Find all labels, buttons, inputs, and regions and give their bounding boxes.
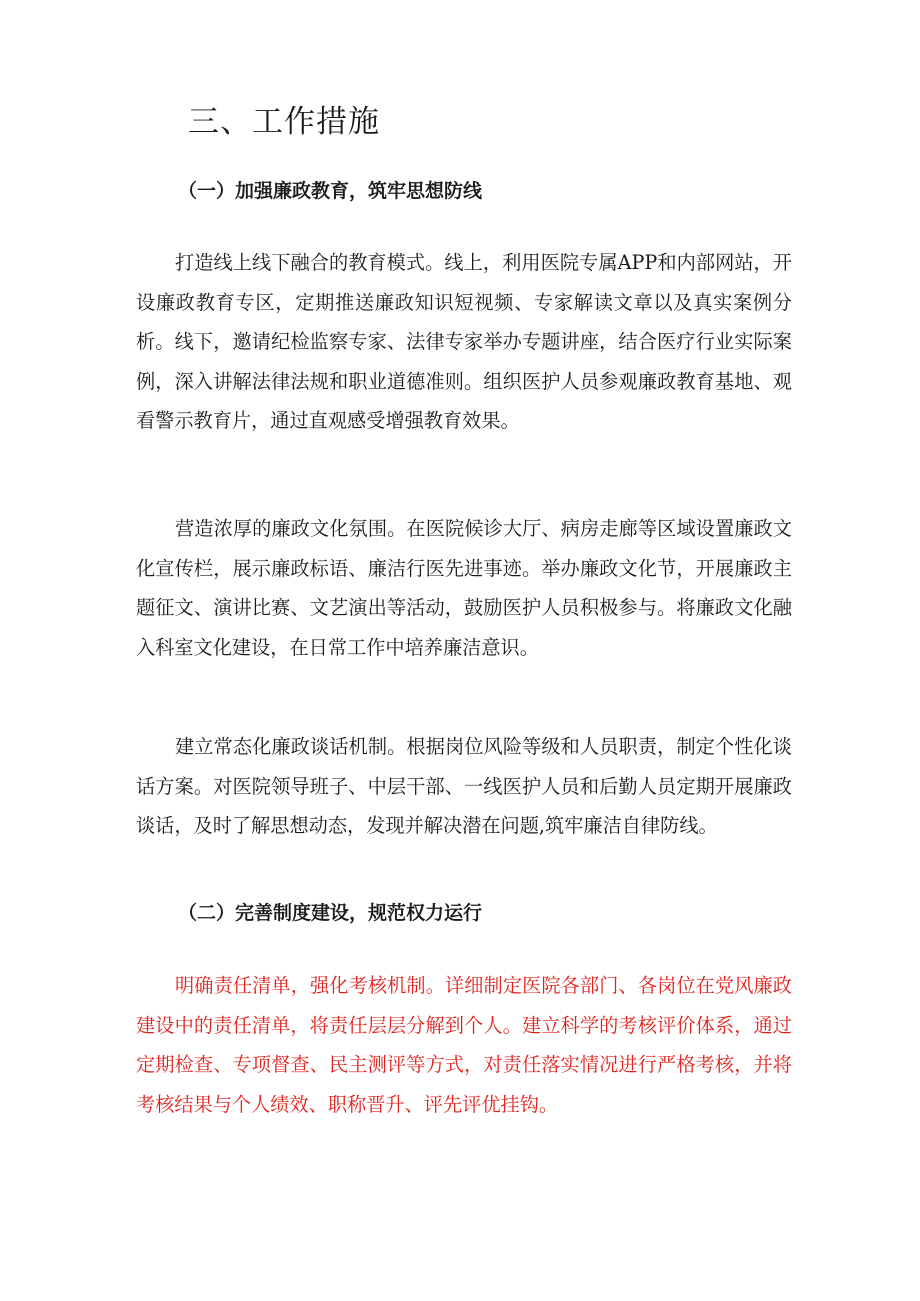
subsection-heading-2: （二）完善制度建设，规范权力运行 [178,902,483,924]
paragraph-responsibility-list: 明确责任清单，强化考核机制。详细制定医院各部门、各岗位在党风廉政建设中的责任清单，将责任层层分解到个人。建立科学的考核评价体系，通过定期检查、专项督查、民主测评等方式，对责任落实情况进行严格考核，并将考核结果与个人绩效、职称晋升、评先评优挂钩。 [136,974,792,1116]
paragraph-culture-atmosphere: 营造浓厚的廉政文化氛围。在医院候诊大厅、病房走廊等区域设置廉政文化宣传栏，展示廉政标语、廉洁行医先进事迹。举办廉政文化节，开展廉政主题征文、演讲比赛、文艺演出等活动，鼓励医护人员积极参与。将廉政文化融入科室文化建设，在日常工作中培养廉洁意识。 [136,517,792,659]
paragraph-education-model: 打造线上线下融合的教育模式。线上，利用医院专属APP和内部网站，开设廉政教育专区，定期推送廉政知识短视频、专家解读文章以及真实案例分析。线下，邀请纪检监察专家、法律专家举办专题讲座，结合医疗行业实际案例，深入讲解法律法规和职业道德准则。组织医护人员参观廉政教育基地、观看警示教育片，通过直观感受增强教育效果。 [136,251,792,432]
paragraph-talk-mechanism: 建立常态化廉政谈话机制。根据岗位风险等级和人员职责，制定个性化谈话方案。对医院领导班子、中层干部、一线医护人员和后勤人员定期开展廉政谈话，及时了解思想动态，发现并解决潜在问题,筑牢廉洁自律防线。 [136,735,792,837]
subsection-heading-1: （一）加强廉政教育，筑牢思想防线 [178,180,483,202]
section-title: 三、工作措施 [188,104,380,140]
